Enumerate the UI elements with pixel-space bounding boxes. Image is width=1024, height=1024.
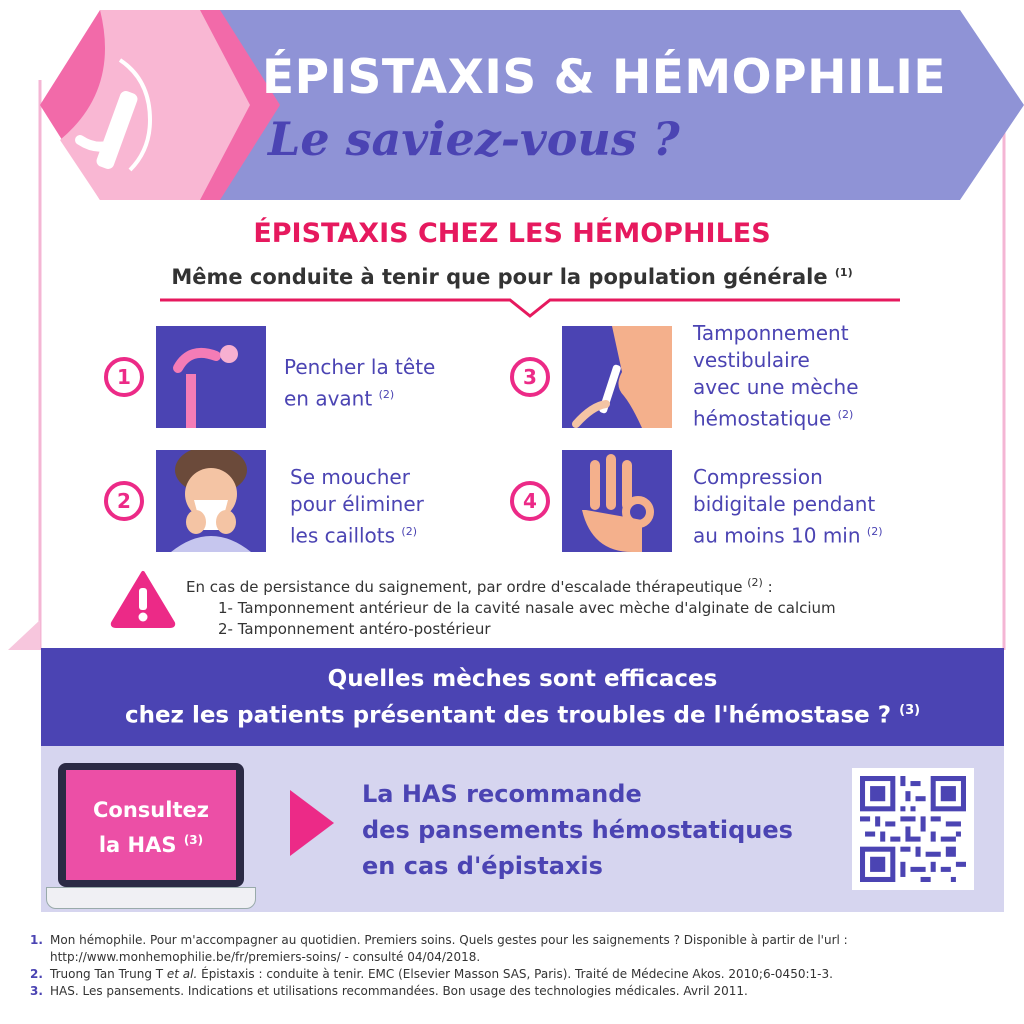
warning-text: En cas de persistance du saignement, par ordre d'escalade thérapeutique $^{(2)}$ : 1- Tamponnement antérieur de la cavité nasale avec mèche d'alginate de calcium 2- Tamponnement antéro-postérieur bbox=[186, 576, 836, 638]
step-3-image bbox=[562, 326, 672, 428]
step-3-text: Tamponnement vestibulaire avec une mèche hémostatique $^{(2)}$ bbox=[693, 321, 859, 431]
subtitle-underline bbox=[160, 296, 900, 322]
qr-code-icon bbox=[860, 776, 966, 882]
step-1-image bbox=[156, 326, 266, 428]
section-subtitle bbox=[0, 265, 1024, 289]
main-subtitle: Le saviez-vous ? bbox=[268, 112, 680, 166]
laptop-keyboard bbox=[46, 887, 256, 909]
section-subtitle-text: Même conduite à tenir que pour la population générale bbox=[171, 265, 828, 289]
footnotes bbox=[30, 932, 1005, 1000]
blow-nose-icon bbox=[156, 450, 266, 552]
arrow-right-icon bbox=[290, 790, 334, 856]
step-4-number: 4 bbox=[510, 481, 550, 521]
footnote-2: 2. Truong Tan Trung T et al. Épistaxis : conduite à tenir. EMC (Elsevier Masson SAS, Paris). Traité de Médecine Akos. 2010;6-0450:1-3. bbox=[30, 967, 833, 981]
step-1-number: 1 bbox=[104, 357, 144, 397]
footnote-3: 3. HAS. Les pansements. Indications et utilisations recommandées. Bon usage des technologies médicales. Avril 2011. bbox=[30, 984, 748, 998]
warning-icon bbox=[110, 570, 176, 628]
step-2-number: 2 bbox=[104, 481, 144, 521]
section-title: ÉPISTAXIS CHEZ LES HÉMOPHILES bbox=[253, 218, 771, 249]
question-banner-text: Quelles mèches sont efficaces chez les patients présentant des troubles de l'hémostase ? $^{(3)}$ bbox=[124, 666, 921, 729]
step-2-text: Se moucher pour éliminer les caillots $^{(2)}$ bbox=[290, 465, 424, 548]
main-title: ÉPISTAXIS & HÉMOPHILIE bbox=[262, 50, 946, 105]
step-1-text: Pencher la tête en avant $^{(2)}$ bbox=[284, 355, 436, 411]
section-subtitle-ref: (1) bbox=[834, 266, 853, 279]
step-4-text: Compression bidigitale pendant au moins 10 min $^{(2)}$ bbox=[693, 465, 883, 548]
step-2-image bbox=[156, 450, 266, 552]
head-tilt-icon bbox=[156, 326, 266, 428]
consult-has-text: Consultez la HAS $^{(3)}$ bbox=[93, 798, 209, 857]
step-4-image bbox=[562, 450, 672, 552]
has-recommendation: La HAS recommande des pansements hémostatiques en cas d'épistaxis bbox=[362, 780, 793, 880]
nose-wick-icon bbox=[562, 326, 672, 428]
step-3-number: 3 bbox=[510, 357, 550, 397]
footnote-1: 1. Mon hémophile. Pour m'accompagner au quotidien. Premiers soins. Quels gestes pour les saignements ? Disponible à partir de l'url : http://www.monhemophilie.be/fr/premiers-soins/ - consulté 04/04/2018. bbox=[30, 933, 848, 964]
ok-hand-icon bbox=[562, 450, 672, 552]
qr-code[interactable] bbox=[852, 768, 974, 890]
